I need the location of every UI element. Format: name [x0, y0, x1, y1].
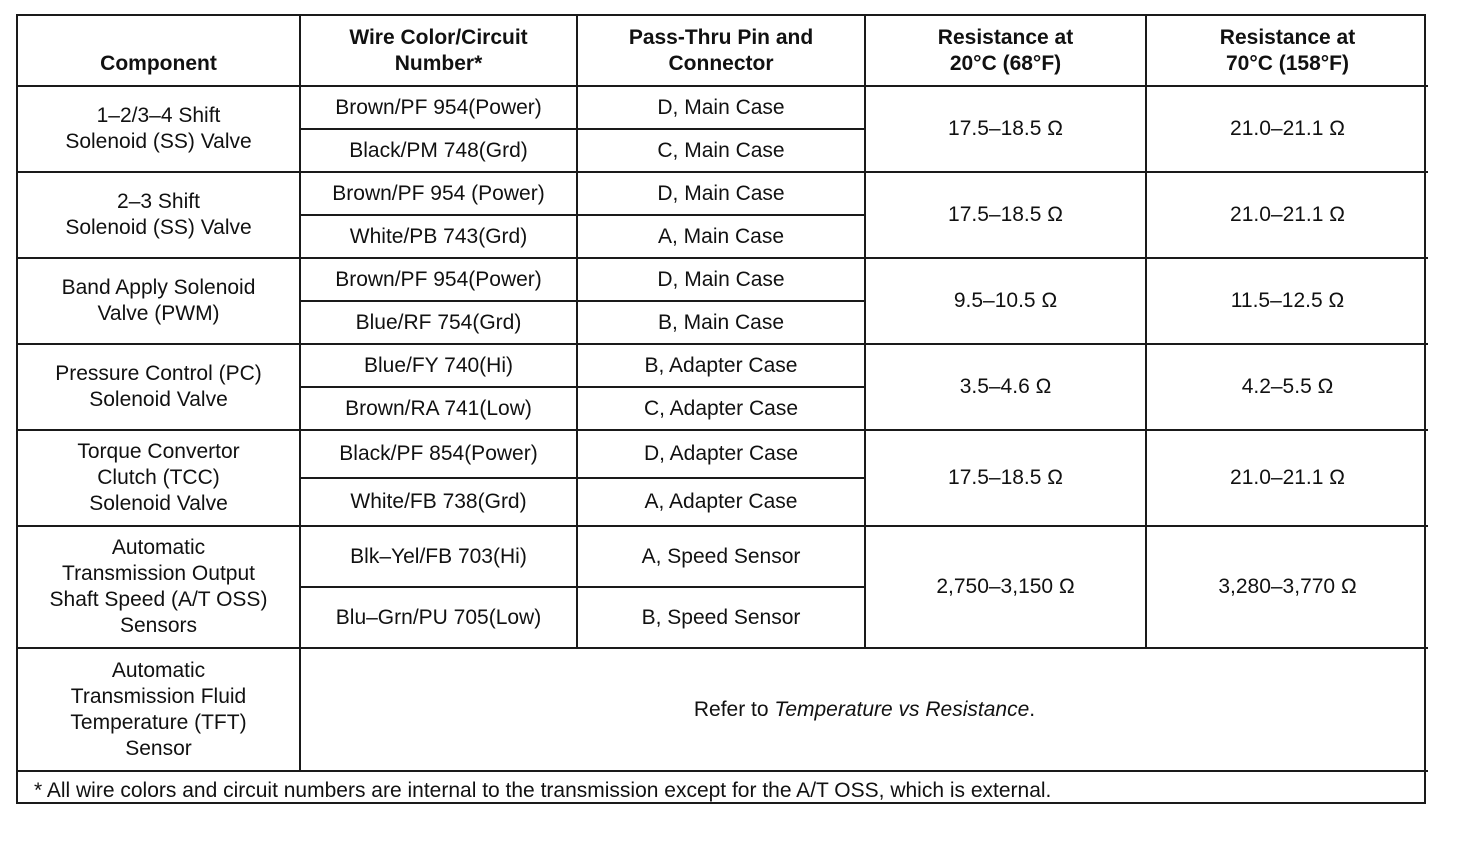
- pin-cell: D, Main Case: [577, 258, 865, 301]
- resistance-70c-cell: 4.2–5.5 Ω: [1146, 344, 1428, 430]
- header-resistance-70c: Resistance at 70°C (158°F): [1146, 16, 1428, 86]
- wire-cell: Brown/PF 954(Power): [300, 258, 577, 301]
- footnote: * All wire colors and circuit numbers are internal to the transmission except for the A/T OSS, which is external.: [18, 771, 1428, 809]
- refer-link-text: Temperature vs Resistance: [774, 697, 1030, 721]
- header-row: [18, 16, 1428, 86]
- resistance-20c-cell: 17.5–18.5 Ω: [865, 172, 1146, 258]
- refer-prefix: Refer to: [693, 697, 775, 721]
- resistance-20c-cell: 3.5–4.6 Ω: [865, 344, 1146, 430]
- pin-cell: A, Adapter Case: [577, 478, 865, 526]
- resistance-70c-cell: 3,280–3,770 Ω: [1146, 526, 1428, 648]
- table-row: [18, 258, 1428, 301]
- pin-cell: C, Adapter Case: [577, 387, 865, 430]
- resistance-70c-cell: 21.0–21.1 Ω: [1146, 86, 1428, 172]
- pin-cell: D, Main Case: [577, 86, 865, 129]
- pin-cell: B, Main Case: [577, 301, 865, 344]
- pin-cell: B, Speed Sensor: [577, 587, 865, 648]
- table-row: [18, 172, 1428, 215]
- wire-cell: White/PB 743(Grd): [300, 215, 577, 258]
- table-row: [18, 430, 1428, 478]
- component-cell: 1–2/3–4 Shift Solenoid (SS) Valve: [18, 86, 300, 172]
- header-resistance-20c: Resistance at 20°C (68°F): [865, 16, 1146, 86]
- pin-cell: D, Adapter Case: [577, 430, 865, 478]
- component-cell: Automatic Transmission Output Shaft Speed (A/T OSS) Sensors: [18, 526, 300, 648]
- table-row-tft: [18, 648, 1428, 771]
- table-row: [18, 526, 1428, 587]
- pin-cell: A, Main Case: [577, 215, 865, 258]
- footnote-row: [18, 771, 1428, 809]
- wire-cell: Blue/FY 740(Hi): [300, 344, 577, 387]
- resistance-20c-cell: 17.5–18.5 Ω: [865, 430, 1146, 526]
- wire-cell: Blk–Yel/FB 703(Hi): [300, 526, 577, 587]
- resistance-20c-cell: 17.5–18.5 Ω: [865, 86, 1146, 172]
- wire-cell: Brown/PF 954(Power): [300, 86, 577, 129]
- pin-cell: D, Main Case: [577, 172, 865, 215]
- pin-cell: C, Main Case: [577, 129, 865, 172]
- resistance-20c-cell: 9.5–10.5 Ω: [865, 258, 1146, 344]
- header-component: Component: [18, 16, 300, 86]
- component-cell: Band Apply Solenoid Valve (PWM): [18, 258, 300, 344]
- wire-cell: Black/PM 748(Grd): [300, 129, 577, 172]
- component-cell: Pressure Control (PC) Solenoid Valve: [18, 344, 300, 430]
- wire-cell: Brown/RA 741(Low): [300, 387, 577, 430]
- resistance-70c-cell: 11.5–12.5 Ω: [1146, 258, 1428, 344]
- header-pass-thru-pin: Pass-Thru Pin and Connector: [577, 16, 865, 86]
- solenoid-resistance-table: [18, 16, 1428, 809]
- pin-cell: B, Adapter Case: [577, 344, 865, 387]
- resistance-20c-cell: 2,750–3,150 Ω: [865, 526, 1146, 648]
- wire-cell: White/FB 738(Grd): [300, 478, 577, 526]
- header-wire-color: Wire Color/Circuit Number*: [300, 16, 577, 86]
- component-cell: Automatic Transmission Fluid Temperature (TFT) Sensor: [18, 648, 300, 771]
- wire-cell: Blue/RF 754(Grd): [300, 301, 577, 344]
- resistance-70c-cell: 21.0–21.1 Ω: [1146, 430, 1428, 526]
- table-row: [18, 86, 1428, 129]
- resistance-70c-cell: 21.0–21.1 Ω: [1146, 172, 1428, 258]
- resistance-spec-table-frame: [16, 14, 1426, 804]
- tft-reference-cell: [300, 648, 1428, 771]
- component-cell: 2–3 Shift Solenoid (SS) Valve: [18, 172, 300, 258]
- refer-suffix: .: [1029, 697, 1036, 721]
- wire-cell: Blu–Grn/PU 705(Low): [300, 587, 577, 648]
- wire-cell: Black/PF 854(Power): [300, 430, 577, 478]
- wire-cell: Brown/PF 954 (Power): [300, 172, 577, 215]
- component-cell: Torque Convertor Clutch (TCC) Solenoid Valve: [18, 430, 300, 526]
- table-row: [18, 344, 1428, 387]
- pin-cell: A, Speed Sensor: [577, 526, 865, 587]
